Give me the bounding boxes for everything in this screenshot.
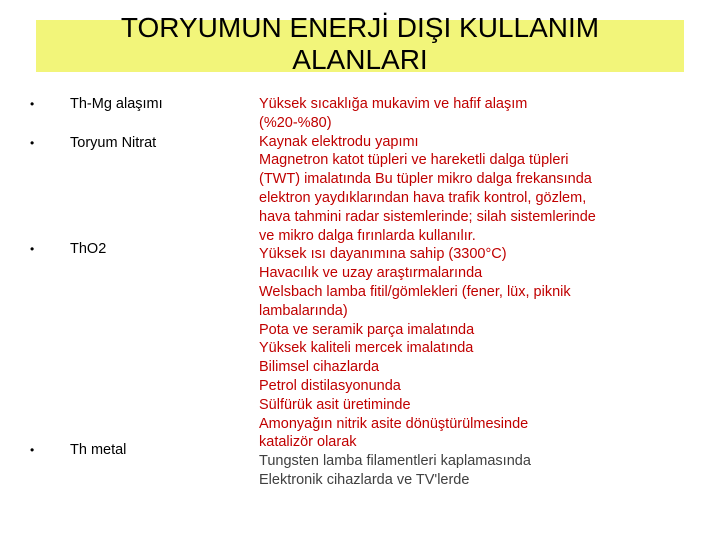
list-item-th-metal [30,442,126,458]
description-line: Tungsten lamba filamentleri kaplamasında [259,453,531,470]
list-item-label: ThO2 [70,241,107,257]
description-line: Welsbach lamba fitil/gömlekleri (fener, lüx, piknik [259,283,571,300]
description-line: Pota ve seramik parça imalatında [259,321,475,338]
description-line: Elektronik cihazlarda ve TV'lerde [259,471,470,488]
description-line: Sülfürük asit üretiminde [259,396,411,413]
description-line: Yüksek ısı dayanımına sahip (3300°C) [259,246,507,263]
title-line-2: ALANLARI [292,44,428,75]
page-title [0,12,720,76]
description-line: lambalarında) [259,302,348,319]
list-item-label: Toryum Nitrat [70,135,157,151]
description-line: katalizör olarak [259,434,357,451]
usage-description-list [259,95,679,490]
title-line-1: TORYUMUN ENERJİ DIŞI KULLANIM [120,12,600,43]
description-line: ve mikro dalga fırınlarda kullanılır. [259,227,476,244]
description-line: Yüksek sıcaklığa mukavim ve hafif alaşım [259,96,528,112]
description-line: hava tahmini radar sistemlerinde; silah sistemlerinde [259,208,596,225]
description-line: (%20-%80) [259,114,332,131]
description-line: Havacılık ve uzay araştırmalarında [259,265,483,282]
bullet: • [30,443,35,457]
bullet: • [30,97,35,111]
description-line: Kaynak elektrodu yapımı [259,133,419,150]
list-item-label: Th-Mg alaşımı [70,96,163,112]
description-line: Petrol distilasyonunda [259,377,401,394]
description-line: (TWT) imalatında Bu tüpler mikro dalga frekansında [259,171,592,188]
list-item-label: Th metal [70,442,127,458]
bullet: • [30,242,35,256]
list-item-th-mg [30,96,163,112]
description-line: elektron yaydıklarından hava trafik kontrol, gözlem, [259,189,587,206]
list-item-toryum-nitrat [30,135,156,151]
description-line: Yüksek kaliteli mercek imalatında [259,340,474,357]
list-item-tho2 [30,241,106,257]
description-line: Magnetron katot tüpleri ve hareketli dalga tüpleri [259,152,569,169]
bullet: • [30,136,35,150]
description-line: Amonyağın nitrik asite dönüştürülmesinde [259,415,529,432]
description-line: Bilimsel cihazlarda [259,359,380,376]
